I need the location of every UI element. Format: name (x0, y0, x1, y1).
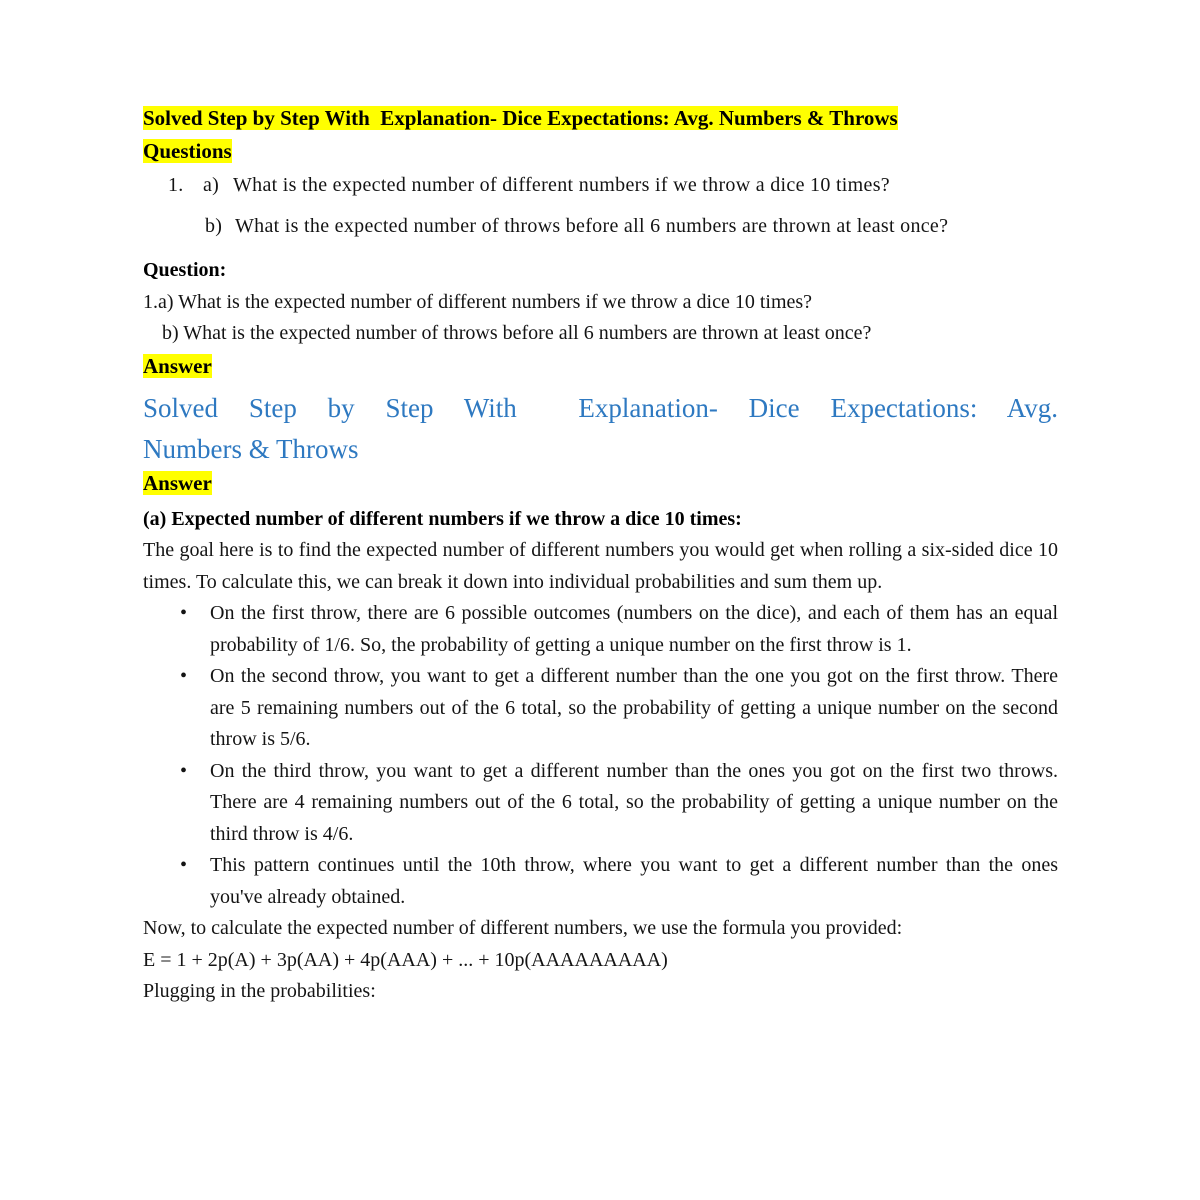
bullet-item-3 (143, 756, 1058, 851)
answer-badge-1-highlight: Answer (143, 353, 212, 378)
intro-paragraph: The goal here is to find the expected number of different numbers you would get when rolling a six-sided dice 10 times. To calculate this, we can break it down into individual probabilities and sum them up. (143, 539, 1058, 593)
answer-badge-1 (143, 353, 1058, 382)
bullet-icon: • (180, 759, 188, 782)
bullet-2-text: On the second throw, you want to get a different number than the one you got on the first throw. There are 5 remaining numbers out of the 6 total, so the probability of getting a unique number on the second throw is 5/6. (210, 665, 1058, 750)
bullet-icon: • (180, 854, 188, 876)
list-number: 1. (168, 174, 184, 196)
formula-intro-text: Now, to calculate the expected number of different numbers, we use the formula you provided: (143, 917, 903, 939)
bullet-3-text: On the third throw, you want to get a different number than the ones you got on the first two throws. There are 4 remaining numbers out of the 6 total, so the probability of getting a unique number on the third throw is 4/6. (210, 759, 1058, 845)
question-list-item-1b (143, 211, 1058, 243)
document-content (143, 105, 1058, 1008)
bullet-icon: • (180, 602, 188, 624)
section-heading-blue-line2: Numbers & Throws (143, 433, 359, 464)
bullet-list (143, 598, 1058, 913)
list-marker-a: a) (203, 174, 220, 196)
bullet-4-text: This pattern continues until the 10th throw, where you want to get a different number than the ones you've already obtained. (210, 854, 1058, 908)
bullet-item-2 (143, 661, 1058, 756)
question-list-item-1a (143, 170, 1058, 202)
bullet-icon: • (180, 665, 188, 687)
questions-heading-highlight: Questions (143, 139, 232, 163)
part-a-heading: (a) Expected number of different numbers if we throw a dice 10 times: (143, 507, 742, 530)
doc-title (143, 105, 1058, 132)
question-restated-1b: b) What is the expected number of throws before all 6 numbers are thrown at least once? (162, 322, 872, 344)
question-1a-text: What is the expected number of different numbers if we throw a dice 10 times? (233, 174, 890, 196)
answer-badge-2 (143, 470, 1058, 499)
plugging-text: Plugging in the probabilities: (143, 980, 376, 1002)
formula-line: E = 1 + 2p(A) + 3p(AA) + 4p(AAA) + ... + 10p(AAAAAAAAA) (143, 948, 668, 971)
question-restated-1a: 1.a) What is the expected number of different numbers if we throw a dice 10 times? (143, 290, 813, 313)
bullet-1-text: On the first throw, there are 6 possible outcomes (numbers on the dice), and each of them has an equal probability of 1/6. So, the probability of getting a unique number on the first throw is 1. (210, 602, 1058, 656)
bullet-item-1 (143, 598, 1058, 661)
question-1b-text: What is the expected number of throws before all 6 numbers are thrown at least once? (235, 214, 949, 237)
doc-title-highlight: Solved Step by Step With Explanation- Dice Expectations: Avg. Numbers & Throws (143, 106, 898, 130)
answer-badge-2-highlight: Answer (143, 470, 212, 495)
question-section-heading: Question: (143, 259, 227, 281)
section-heading-blue-line1: Solved Step by Step With Explanation- Dice Expectations: Avg. (143, 392, 1058, 423)
section-heading-blue (143, 388, 1058, 470)
questions-heading (143, 138, 1058, 165)
list-marker-b: b) (205, 214, 223, 237)
bullet-item-4 (143, 850, 1058, 913)
